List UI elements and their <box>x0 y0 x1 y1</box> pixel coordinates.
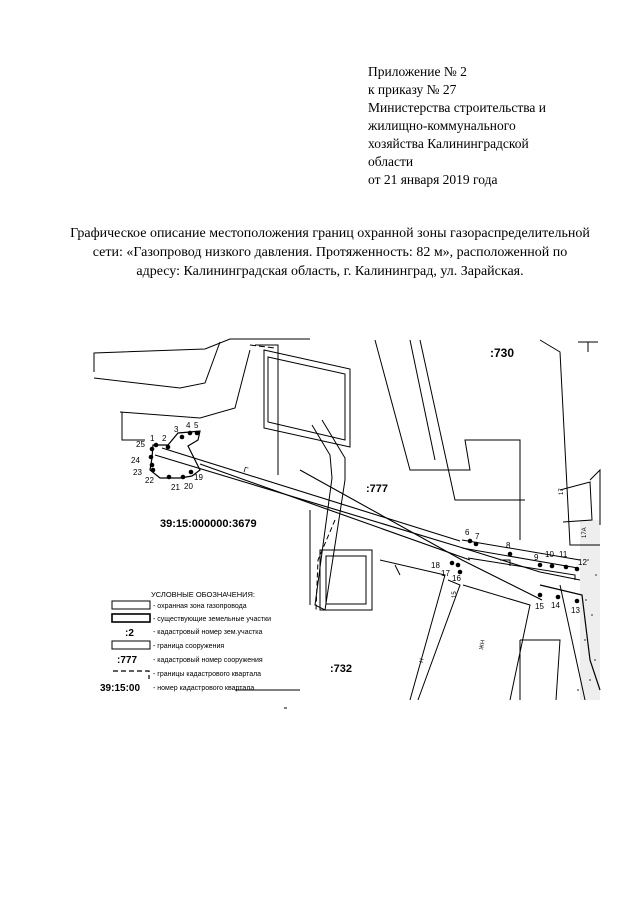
house-mark: Н <box>419 658 426 664</box>
cadastral-number-777: :777 <box>366 483 389 495</box>
parcel-boundary <box>540 340 600 545</box>
boundary-tick <box>578 342 598 352</box>
header-line: жилищно-коммунального <box>368 118 516 133</box>
point-label: 9 <box>534 553 539 562</box>
boundary-point <box>508 552 513 557</box>
cadastral-quarter-number: 39:15:000000:3679 <box>160 518 257 530</box>
legend-item: - номер кадастрового квартала <box>153 685 255 692</box>
boundary-point <box>575 567 580 572</box>
legend-symbol-protection-zone <box>112 601 150 609</box>
boundary-point <box>556 595 561 600</box>
point-label: 21 <box>171 483 180 492</box>
point-label: 15 <box>535 602 544 611</box>
legend-symbol-structure-number: :777 <box>117 655 138 666</box>
house-mark: 17А <box>582 527 588 538</box>
house-mark: 15 <box>452 591 458 598</box>
document-title: Графическое описание местоположения границ охранной зоны газораспределительной сети: «Газопровод низкого давления. Протяженность: 82 м», расположенной по адресу: Калининградская область, г. Калининград, ул. Зарайская. <box>70 226 590 279</box>
legend-symbol-structure <box>112 641 150 649</box>
hatched-area <box>577 520 600 700</box>
header-line: Приложение № 2 <box>368 64 467 79</box>
boundary-point <box>150 447 155 452</box>
point-label: 19 <box>194 473 203 482</box>
cadastral-number-732: :732 <box>330 663 353 675</box>
point-label: 20 <box>184 482 193 491</box>
road-edge <box>468 558 575 580</box>
point-label: 1 <box>150 434 155 443</box>
pipeline-letter: Г <box>242 465 250 476</box>
boundary-point <box>154 443 159 448</box>
point-label: 4 <box>186 421 191 430</box>
point-label: 8 <box>506 541 511 550</box>
parcel-boundary <box>410 340 435 460</box>
point-label: 22 <box>145 476 154 485</box>
parcel-boundary <box>395 565 400 575</box>
parcel-boundary <box>120 350 250 418</box>
boundary-point <box>456 563 461 568</box>
boundary-point <box>188 431 193 436</box>
boundary-point <box>575 599 580 604</box>
boundary-point <box>538 593 543 598</box>
boundary-point <box>474 542 479 547</box>
point-label: 11 <box>559 550 568 559</box>
legend-title: УСЛОВНЫЕ ОБОЗНАЧЕНИЯ: <box>151 590 256 599</box>
header-line: от 21 января 2019 года <box>368 172 498 187</box>
parcel-boundary <box>420 340 525 500</box>
point-label: 25 <box>136 440 145 449</box>
boundary-point <box>166 445 171 450</box>
building-outline <box>268 357 345 440</box>
header-line: хозяйства Калининградской <box>368 136 529 151</box>
point-label: 7 <box>475 532 480 541</box>
point-label: 12 <box>578 558 587 567</box>
header-line: Министерства строительства и <box>368 100 547 115</box>
legend-item: - кадастровый номер сооружения <box>153 657 263 664</box>
legend-item: - существующие земельные участки <box>153 616 272 623</box>
header-line: области <box>368 154 414 169</box>
parcel-boundary <box>375 340 520 540</box>
boundary-point <box>538 563 543 568</box>
point-label: 6 <box>465 528 470 537</box>
boundary-point <box>195 431 200 436</box>
parcel-boundary <box>520 640 560 700</box>
point-label: 18 <box>431 561 440 570</box>
legend-symbol-quarter-boundary <box>113 671 149 679</box>
cadastral-number-730: :730 <box>490 346 515 360</box>
boundary-point <box>550 564 555 569</box>
point-label: 14 <box>551 601 560 610</box>
point-label: 24 <box>131 456 140 465</box>
header-line: к приказу № 27 <box>368 82 457 97</box>
parcel-boundary <box>380 560 445 700</box>
legend <box>100 590 271 694</box>
point-label: 3 <box>174 425 179 434</box>
legend-item: - кадастровый номер зем.участка <box>153 629 263 636</box>
boundary-point <box>564 565 569 570</box>
legend-symbol-quarter-number: 39:15:00 <box>100 683 141 694</box>
boundary-point <box>181 475 186 480</box>
parcel-boundary <box>122 412 145 440</box>
point-label: 16 <box>452 574 461 583</box>
house-mark: 17 <box>559 488 565 495</box>
boundary-point <box>180 435 185 440</box>
house-mark: ЖН <box>479 639 487 651</box>
point-label: 23 <box>133 468 142 477</box>
building-outline <box>264 350 350 447</box>
building-outline <box>320 550 372 610</box>
point-label: 17 <box>441 569 450 578</box>
boundary-point <box>189 470 194 475</box>
legend-symbol-plot-number: :2 <box>125 628 134 639</box>
point-label: 10 <box>545 550 554 559</box>
point-label: 5 <box>194 421 199 430</box>
point-label: 13 <box>571 606 580 615</box>
legend-item: - граница сооружения <box>153 643 225 650</box>
legend-item: - охранная зона газопровода <box>153 603 247 610</box>
legend-item: - границы кадастрового квартала <box>153 671 262 678</box>
boundary-point <box>468 539 473 544</box>
point-label: 2 <box>162 434 167 443</box>
boundary-point <box>149 455 154 460</box>
parcel-boundary <box>255 345 278 475</box>
boundary-point <box>450 561 455 566</box>
boundary-point <box>167 475 172 480</box>
boundary-point <box>150 463 155 468</box>
boundary-point <box>151 468 156 473</box>
building-outline <box>560 482 592 522</box>
legend-symbol-land-plot <box>112 614 150 622</box>
